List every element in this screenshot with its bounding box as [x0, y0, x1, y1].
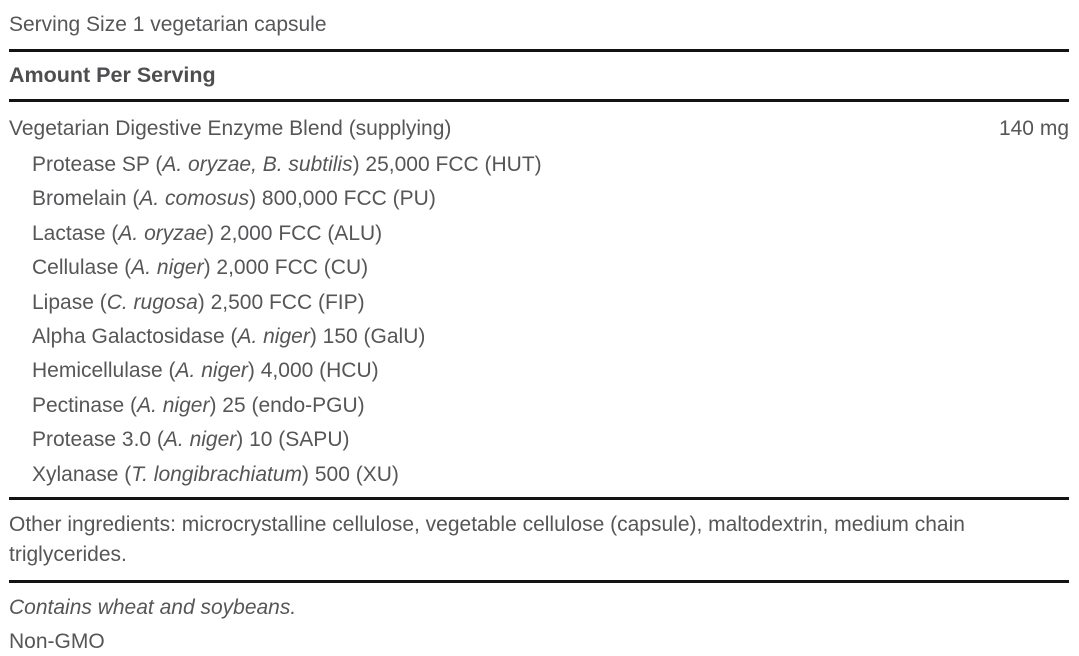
- amount-per-serving-heading: Amount Per Serving: [9, 63, 216, 87]
- species-name: A. niger: [131, 256, 204, 280]
- species-name: A. comosus: [139, 187, 250, 211]
- enzyme-text: ) 2,500 FCC (FIP): [197, 290, 365, 314]
- species-name: A. niger: [175, 359, 248, 383]
- enzyme-item: [32, 182, 1069, 216]
- enzyme-item: [32, 354, 1069, 388]
- enzyme-item: [32, 148, 1069, 182]
- species-name: A. oryzae: [118, 221, 208, 245]
- enzyme-text: Cellulase (: [32, 256, 132, 280]
- enzyme-text: Protease SP (: [32, 153, 163, 176]
- enzyme-item: [32, 251, 1069, 285]
- species-name: A. niger: [163, 428, 237, 452]
- species-name: A. niger: [237, 325, 310, 349]
- enzyme-text: Xylanase (: [32, 462, 132, 486]
- enzyme-text: ) 25 (endo-PGU): [209, 393, 365, 417]
- other-ingredients-text: Other ingredients: microcrystalline cellulose, vegetable cellulose (capsule), maltodextrin, medium chain triglycerides.: [9, 513, 965, 567]
- enzyme-text: ) 25,000 FCC (HUT): [352, 153, 542, 176]
- enzyme-text: ) 2,000 FCC (CU): [203, 256, 369, 280]
- non-gmo-text: Non-GMO: [9, 630, 105, 654]
- enzyme-text: Pectinase (: [32, 393, 138, 417]
- species-name: A. niger: [137, 393, 210, 417]
- enzyme-text: Lipase (: [32, 290, 107, 314]
- enzyme-text: Hemicellulase (: [32, 359, 176, 383]
- serving-size-text: Serving Size 1 vegetarian capsule: [9, 13, 327, 36]
- enzyme-text: ) 150 (GalU): [309, 325, 426, 349]
- enzyme-item: [32, 320, 1069, 354]
- species-name: C. rugosa: [106, 290, 198, 314]
- enzyme-text: Bromelain (: [32, 187, 140, 211]
- blend-amount: 140 mg: [998, 117, 1069, 140]
- enzyme-text: ) 10 (SAPU): [236, 428, 350, 452]
- enzyme-text: Lactase (: [32, 221, 119, 245]
- enzyme-text: Alpha Galactosidase (: [32, 325, 238, 349]
- enzyme-text: ) 2,000 FCC (ALU): [207, 221, 383, 245]
- divider: [9, 580, 1069, 583]
- allergen-statement: Contains wheat and soybeans.: [9, 596, 297, 620]
- enzyme-text: Protease 3.0 (: [32, 428, 164, 452]
- species-name: T. longibrachiatum: [131, 462, 303, 486]
- enzyme-text: ) 4,000 (HCU): [247, 359, 379, 383]
- species-name: A. oryzae, B. subtilis: [162, 153, 353, 176]
- blend-row: [9, 116, 1069, 141]
- enzyme-list: [9, 148, 1069, 492]
- enzyme-item: [32, 286, 1069, 320]
- enzyme-item: [32, 217, 1069, 251]
- divider: [9, 49, 1069, 52]
- enzyme-text: ) 800,000 FCC (PU): [249, 187, 436, 211]
- enzyme-item: [32, 389, 1069, 423]
- enzyme-text: ) 500 (XU): [302, 462, 399, 486]
- enzyme-item: [32, 458, 1069, 492]
- blend-name: Vegetarian Digestive Enzyme Blend (supplying): [9, 117, 452, 140]
- divider: [9, 497, 1069, 500]
- divider: [9, 99, 1069, 102]
- enzyme-item: [32, 423, 1069, 457]
